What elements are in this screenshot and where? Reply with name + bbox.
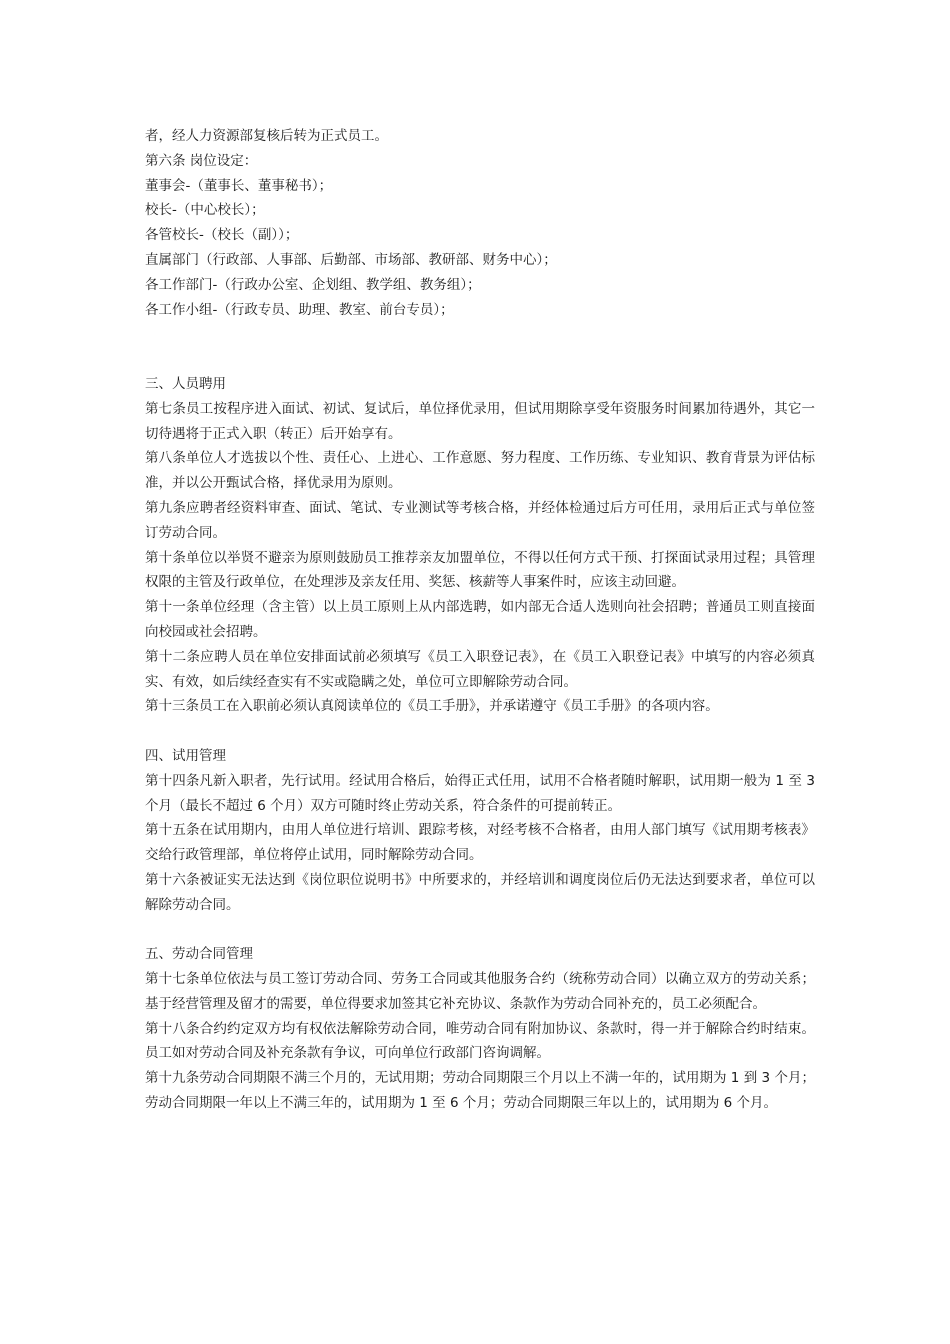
paragraph: 第九条应聘者经资料审查、面试、笔试、专业测试等考核合格，并经体检通过后方可任用，录用后正式与单位签订劳动合同。 [145, 499, 815, 541]
spacer [145, 719, 815, 744]
section-labor-contract [145, 942, 815, 1116]
paragraph: 第十一条单位经理（含主管）以上员工原则上从内部选聘，如内部无合适人选则向社会招聘；普通员工则直接面向校园或社会招聘。 [145, 599, 815, 640]
paragraph: 第十三条员工在入职前必须认真阅读单位的《员工手册》，并承诺遵守《员工手册》的各项内容。 [145, 698, 719, 715]
paragraph: 第十九条劳动合同期限不满三个月的，无试用期；劳动合同期限三个月以上不满一年的，试用期为 1 到 3 个月；劳动合同期限一年以上不满三年的，试用期为 1 至 6 个月；劳动合同期限三年以上的，试用期为 6 个月。 [145, 1070, 815, 1112]
paragraph: 第十八条合约约定双方均有权依法解除劳动合同，唯劳动合同有附加协议、条款时，得一并于解除合约时结束。员工如对劳动合同及补充条款有争议，可向单位行政部门咨询调解。 [145, 1020, 815, 1062]
paragraph: 第十条单位以举贤不避亲为原则鼓励员工推荐亲友加盟单位，不得以任何方式干预、打探面试录用过程；具管理权限的主管及行政单位，在处理涉及亲友任用、奖惩、核薪等人事案件时，应该主动回避。 [145, 549, 815, 591]
text-line: 董事会-（董事长、董事秘书）； [145, 177, 333, 194]
text-line: 各工作小组-（行政专员、助理、教室、前台专员）； [145, 301, 454, 318]
paragraph: 第七条员工按程序进入面试、初试、复试后，单位择优录用，但试用期除享受年资服务时间累加待遇外，其它一切待遇将于正式入职（转正）后开始享有。 [145, 400, 815, 442]
paragraph: 第十七条单位依法与员工签订劳动合同、劳务工合同或其他服务合约（统称劳动合同）以确立双方的劳动关系；基于经营管理及留才的需要，单位得要求加签其它补充协议、条款作为劳动合同补充的，员工必须配合。 [145, 971, 815, 1012]
paragraph: 第十五条在试用期内，由用人单位进行培训、跟踪考核，对经考核不合格者，由用人部门填写《试用期考核表》交给行政管理部，单位将停止试用，同时解除劳动合同。 [145, 822, 815, 864]
article-heading: 第六条 岗位设定： [145, 152, 258, 169]
spacer [145, 918, 815, 943]
paragraph: 第十六条被证实无法达到《岗位职位说明书》中所要求的，并经培训和调度岗位后仍无法达到要求者，单位可以解除劳动合同。 [145, 871, 815, 913]
text-line: 校长-（中心校长）； [145, 202, 265, 219]
section-heading: 四、试用管理 [145, 747, 226, 764]
intro-block [145, 124, 815, 322]
section-heading: 五、劳动合同管理 [145, 946, 253, 963]
section-probation [145, 744, 815, 918]
text-line: 直属部门（行政部、人事部、后勤部、市场部、教研部、财务中心）； [145, 251, 557, 268]
paragraph: 第十二条应聘人员在单位安排面试前必须填写《员工入职登记表》，在《员工入职登记表》中填写的内容必须真实、有效，如后续经查实有不实或隐瞒之处，单位可立即解除劳动合同。 [145, 648, 815, 690]
paragraph: 第十四条凡新入职者，先行试用。经试用合格后，始得正式任用，试用不合格者随时解职，试用期一般为 1 至 3 个月（最长不超过 6 个月）双方可随时终止劳动关系，符合条件的可提前转正。 [145, 772, 815, 814]
paragraph: 第八条单位人才选拔以个性、责任心、上进心、工作意愿、努力程度、工作历练、专业知识、教育背景为评估标准，并以公开甄试合格，择优录用为原则。 [145, 450, 815, 492]
spacer [145, 322, 815, 372]
document-page [145, 124, 815, 1116]
text-line: 者，经人力资源部复核后转为正式员工。 [145, 128, 388, 144]
text-line: 各管校长-（校长（副））； [145, 227, 299, 244]
text-line: 各工作部门-（行政办公室、企划组、教学组、教务组）； [145, 276, 481, 293]
section-recruitment [145, 372, 815, 719]
section-heading: 三、人员聘用 [145, 375, 226, 392]
